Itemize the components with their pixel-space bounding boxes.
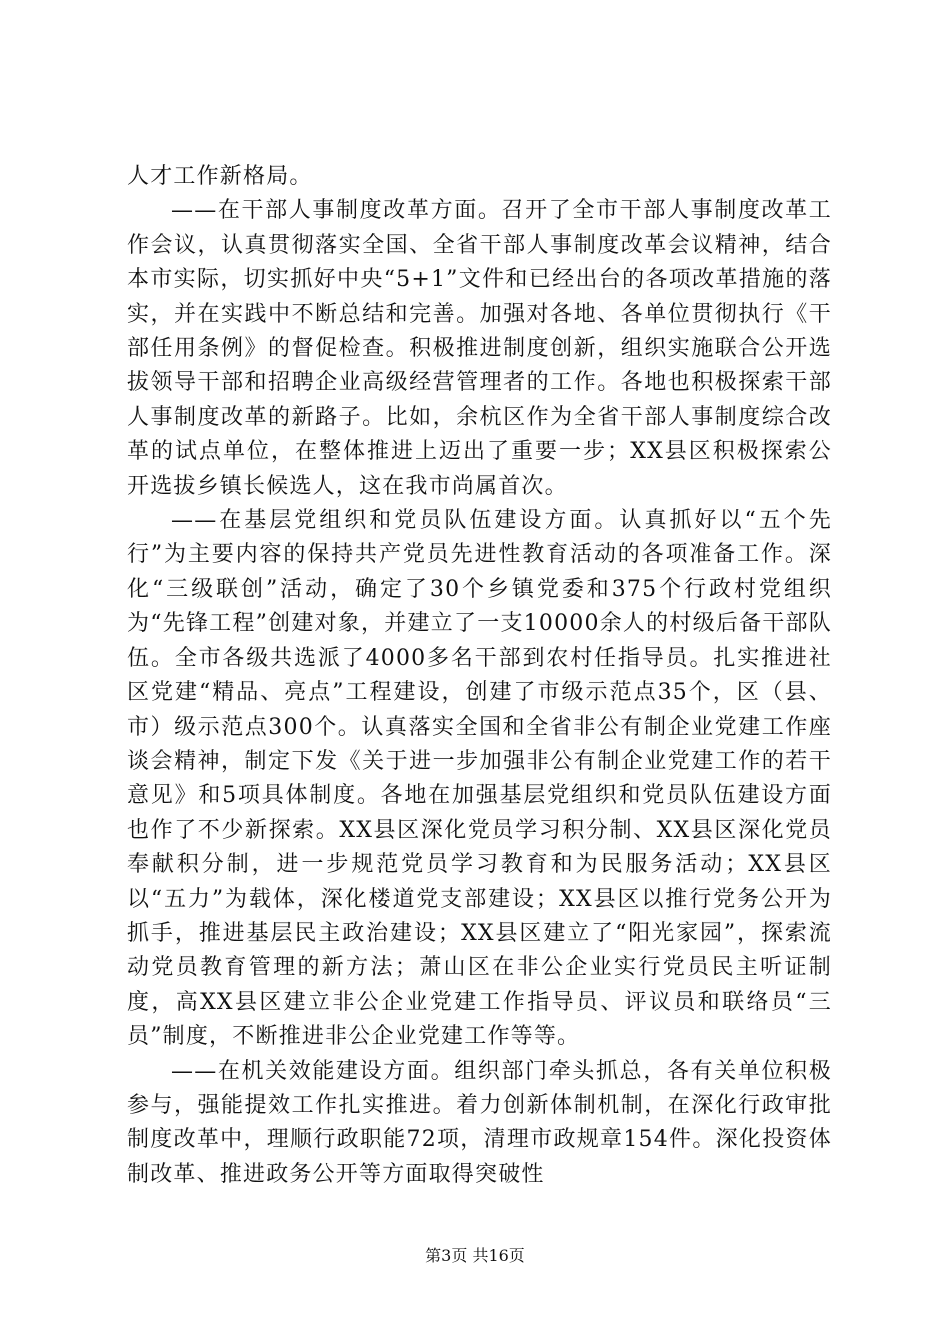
paragraph-grassroots-party: ——在基层党组织和党员队伍建设方面。认真抓好以“五个先行”为主要内容的保持共产党员先进性教育活动的各项准备工作。深化“三级联创”活动，确定了30个乡镇党委和375个行政村党组织为“先锋工程”创建对象，并建立了一支10000余人的村级后备干部队伍。全市各级共选派了4000多名干部到农村任指导员。扎实推进社区党建“精品、亮点”工程建设，创建了市级示范点35个，区（县、市）级示范点300个。认真落实全国和全省非公有制企业党建工作座谈会精神，制定下发《关于进一步加强非公有制企业党建工作的若干意见》和5项具体制度。各地在加强基层党组织和党员队伍建设方面也作了不少新探索。XX县区深化党员学习积分制、XX县区深化党员奉献积分制，进一步规范党员学习教育和为民服务活动；XX县区以“五力”为载体，深化楼道党支部建设；XX县区以推行党务公开为抓手，推进基层民主政治建设；XX县区建立了“阳光家园”，探索流动党员教育管理的新方法；萧山区在非公企业实行党员民主听证制度，高XX县区建立非公企业党建工作指导员、评议员和联络员“三员”制度，不断推进非公企业党建工作等等。: [127, 508, 832, 1050]
paragraph-cadre-reform: ——在干部人事制度改革方面。召开了全市干部人事制度改革工作会议，认真贯彻落实全国、全省干部人事制度改革会议精神，结合本市实际，切实抓好中央“5+1”文件和已经出台的各项改革措施的落实，并在实践中不断总结和完善。加强对各地、各单位贯彻执行《干部任用条例》的督促检查。积极推进制度创新，组织实施联合公开选拔领导干部和招聘企业高级经营管理者的工作。各地也积极探索干部人事制度改革的新路子。比如，余杭区作为全省干部人事制度综合改革的试点单位，在整体推进上迈出了重要一步；XX县区积极探索公开选拔乡镇长候选人，这在我市尚属首次。: [127, 198, 832, 499]
paragraph-efficiency: ——在机关效能建设方面。组织部门牵头抓总，各有关单位积极参与，强能提效工作扎实推进。着力创新体制机制，在深化行政审批制度改革中，理顺行政职能72项，清理市政规章154件。深化投资体制改革、推进政务公开等方面取得突破性: [127, 1058, 832, 1187]
document-body: [127, 160, 832, 1192]
paragraph-continuation: 人才工作新格局。: [127, 164, 313, 189]
page-number-footer: 第3页 共16页: [425, 1246, 525, 1265]
